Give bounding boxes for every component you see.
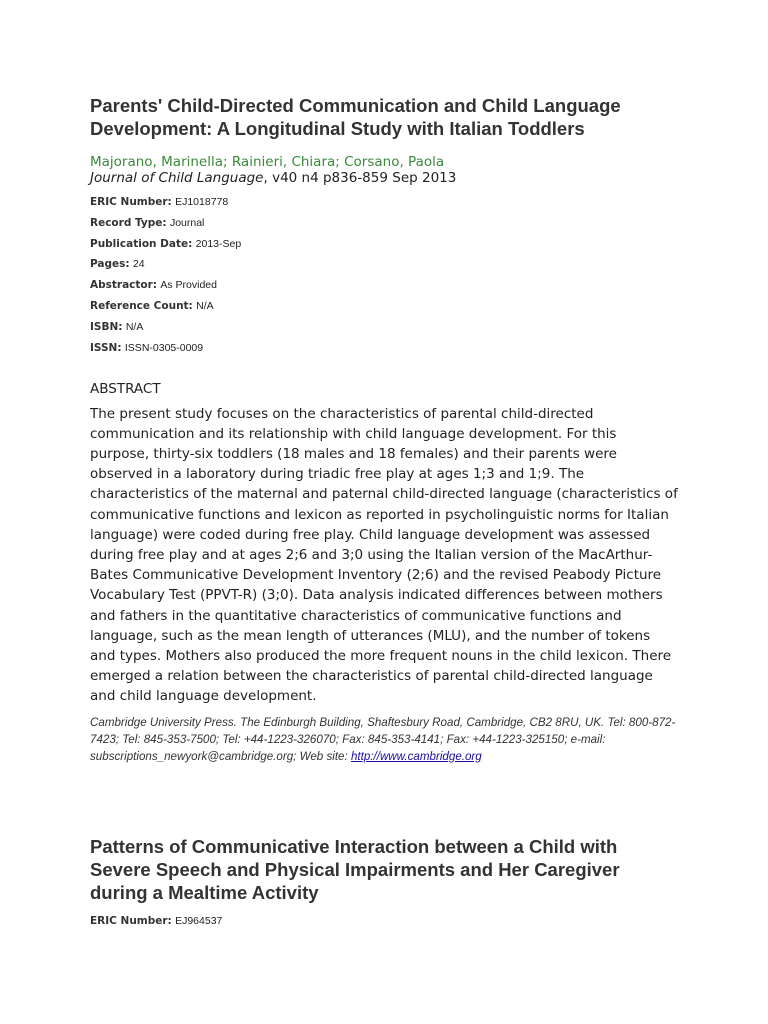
publisher-info	[90, 714, 678, 765]
meta-record-type	[90, 217, 678, 230]
publisher-website-link[interactable]: http://www.cambridge.org	[350, 749, 482, 763]
meta-reference-count	[90, 300, 678, 313]
meta-key: ERIC Number:	[90, 914, 172, 927]
meta-eric-number	[90, 915, 678, 928]
record-2	[90, 835, 678, 928]
journal-name: Journal of Child Language	[90, 170, 264, 186]
publisher-text: Cambridge University Press. The Edinburgh Building, Shaftesbury Road, Cambridge, CB2 8RU, UK. Tel: 800-872-7423; Tel: 845-353-7500; Tel: +44-1223-326070; Fax: 845-353-4141; Fax: +44-1223-325150; e-mail: subscriptions_newyork@cambridge.org; Web site:	[90, 715, 676, 763]
meta-value: N/A	[196, 299, 214, 312]
meta-value: ISSN-0305-0009	[124, 341, 204, 354]
meta-publication-date	[90, 238, 678, 251]
meta-value: N/A	[125, 320, 144, 333]
record-citation	[90, 170, 678, 187]
meta-key: Pages:	[90, 258, 130, 271]
meta-key: ISSN:	[90, 341, 122, 354]
meta-key: ISBN:	[90, 320, 123, 333]
record-title[interactable]: Parents' Child-Directed Communication and Child Language Development: A Longitudinal Study with Italian Toddlers	[90, 95, 621, 139]
metadata-list	[90, 915, 678, 928]
record-1	[90, 94, 678, 765]
meta-eric-number	[90, 196, 678, 209]
meta-value: As Provided	[160, 279, 217, 292]
journal-details: , v40 n4 p836-859 Sep 2013	[263, 170, 457, 186]
meta-pages	[90, 258, 678, 271]
abstract-text: The present study focuses on the characteristics of parental child-directed communication and its relationship with child language development. For this purpose, thirty-six toddlers (18 males and 18 females) and their parents were observed in a laboratory during triadic free play at ages 1;3 and 1;9. The characteristics of the maternal and paternal child-directed language (characteristics of communicative functions and lexicon as reported in psycholinguistic norms for Italian language) were coded during free play. Child language development was assessed during free play and at ages 2;6 and 3;0 using the Italian version of the MacArthur-Bates Communicative Development Inventory (2;6) and the revised Peabody Picture Vocabulary Test (PPVT-R) (3;0). Data analysis indicated differences between mothers and fathers in the quantitative characteristics of communicative functions and language, such as the mean length of utterances (MLU), and the number of tokens and types. Mothers also produced the more frequent nouns in the child lexicon. There emerged a relation between the characteristics of parental child-directed language and child language development.	[90, 405, 678, 705]
meta-value: 2013-Sep	[195, 237, 242, 250]
meta-value: EJ964537	[175, 914, 223, 927]
record-authors[interactable]: Majorano, Marinella; Rainieri, Chiara; Corsano, Paola	[90, 154, 445, 170]
meta-key: Abstractor:	[90, 279, 158, 292]
abstract-heading: ABSTRACT	[90, 380, 161, 397]
meta-key: Publication Date:	[90, 237, 193, 250]
meta-value: 24	[132, 258, 145, 271]
meta-key: ERIC Number:	[90, 196, 172, 208]
meta-abstractor	[90, 279, 678, 292]
meta-key: Reference Count:	[90, 299, 193, 312]
meta-value: EJ1018778	[175, 196, 229, 208]
metadata-list	[90, 196, 678, 355]
record-title[interactable]: Patterns of Communicative Interaction between a Child with Severe Speech and Physical Impairments and Her Caregiver during a Mealtime Activity	[90, 835, 620, 903]
meta-isbn	[90, 321, 678, 334]
meta-issn	[90, 342, 678, 355]
meta-value: Journal	[169, 216, 205, 229]
meta-key: Record Type:	[90, 216, 167, 229]
